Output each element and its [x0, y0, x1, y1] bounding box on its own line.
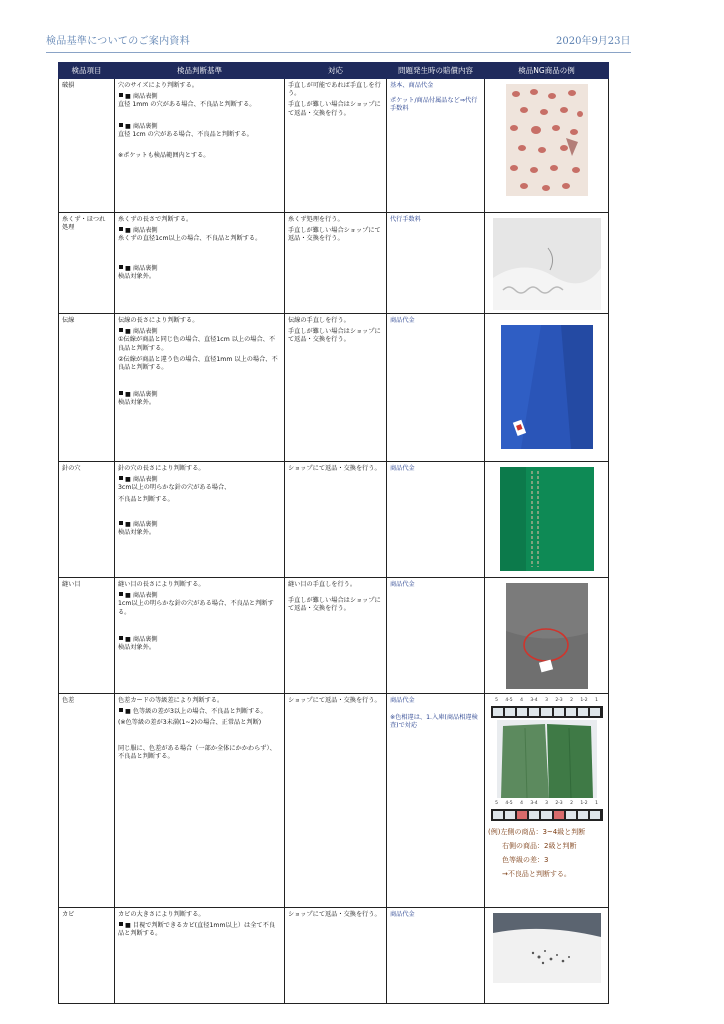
criteria-text: ■ 商品裏側 — [125, 264, 158, 272]
table-row — [59, 578, 609, 694]
column-header-item: 検品項目 — [59, 63, 115, 79]
criteria-text: ■ 商品表側 — [125, 328, 158, 336]
blue-fabric-run-photo — [501, 325, 593, 449]
criteria-line: ※ポケットも検品範囲内とする。 — [118, 152, 210, 160]
row-criteria — [115, 213, 285, 314]
row-example-image — [485, 694, 609, 908]
scale-label: 1-2 — [580, 801, 588, 807]
document-date: 2020年9月23日 — [556, 36, 631, 47]
bullet-square-icon — [119, 328, 123, 332]
header-divider — [46, 52, 631, 53]
scale-label: 4-5 — [505, 801, 513, 807]
table-row — [59, 462, 609, 578]
example-line: 右側の商品：2級と判断 — [502, 842, 577, 851]
criteria-line: ①伝線が商品と同じ色の場合、直径1cm 以上の場合、不良品と判断する。 — [118, 336, 276, 352]
action-line: 手直しが難しい場合はショップにて返品・交換を行う。 — [288, 597, 381, 613]
row-compensation — [387, 908, 485, 1004]
green-needle-holes-photo — [500, 467, 594, 571]
criteria-line: 穴のサイズにより判断する。 — [118, 82, 198, 89]
row-example-image — [485, 79, 609, 213]
row-item: 縫い目 — [59, 578, 115, 694]
bullet-square-icon — [119, 391, 123, 395]
table-row — [59, 79, 609, 213]
criteria-text: ■ 商品裏側 — [125, 122, 158, 130]
bullet-square-icon — [119, 476, 123, 480]
criteria-line — [118, 708, 281, 716]
row-action — [285, 79, 387, 213]
color-grade-scale-labels-lower — [491, 800, 603, 808]
action-line: ショップにて返品・交換を行う。 — [288, 697, 381, 704]
scale-label: 2 — [570, 698, 573, 703]
scale-label: 2-3 — [555, 801, 563, 807]
row-action — [285, 213, 387, 314]
criteria-line: 3cm以上の明らかな針の穴がある場合、 — [118, 484, 231, 492]
table-header-row — [59, 63, 609, 79]
table-row — [59, 694, 609, 908]
example-line: →不良品と判断する。 — [502, 870, 571, 879]
green-color-difference-photo — [497, 720, 597, 798]
criteria-line — [118, 123, 281, 131]
action-line: 手直しが難しい場合はショップにて返品・交換を行う。 — [288, 328, 381, 344]
scale-label: 1-2 — [580, 698, 588, 703]
scale-label: 4 — [520, 698, 523, 703]
criteria-text: ■ 商品表側 — [125, 476, 158, 484]
criteria-line: 同じ服に、色差がある場合（一部か全体にかかわらず）、不良品と判断する。 — [118, 744, 276, 760]
bullet-square-icon — [119, 521, 123, 525]
row-compensation — [387, 314, 485, 462]
criteria-line: 伝線の長さにより判断する。 — [118, 317, 199, 324]
column-header-criteria: 検品判断基準 — [115, 63, 285, 79]
action-line: ショップにて返品・交換を行う。 — [288, 465, 381, 472]
criteria-text: ■ 商品裏側 — [125, 635, 158, 643]
criteria-line: 検品対象外。 — [118, 529, 156, 537]
row-item: 色差 — [59, 694, 115, 908]
action-line: ショップにて返品・交換を行う。 — [288, 911, 381, 918]
scale-label: 1 — [595, 801, 598, 807]
compensation-line: ポケット/商品付属品など⇒代行手数料 — [390, 97, 478, 113]
column-header-compensation: 問題発生時の賠償内容 — [387, 63, 485, 79]
criteria-line — [118, 521, 281, 529]
bullet-square-icon — [119, 636, 123, 640]
scale-label: 3 — [545, 801, 548, 807]
scale-label: 2 — [570, 801, 573, 807]
criteria-text: ■ 商品裏側 — [125, 391, 158, 399]
row-compensation — [387, 694, 485, 908]
white-cuff-thread-photo — [493, 218, 601, 310]
row-compensation — [387, 79, 485, 213]
bullet-square-icon — [119, 592, 123, 596]
bullet-square-icon — [119, 708, 123, 712]
criteria-line: 検品対象外。 — [118, 272, 156, 280]
row-item: 破損 — [59, 79, 115, 213]
row-compensation — [387, 213, 485, 314]
criteria-line: 1cm以上の明らかな針の穴がある場合、不良品と判断する。 — [118, 600, 274, 616]
criteria-line: 直径 1mm の穴がある場合、不良品と判断する。 — [118, 101, 256, 109]
row-criteria — [115, 314, 285, 462]
column-header-action: 対応 — [285, 63, 387, 79]
compensation-line: 商品代金 — [390, 697, 415, 704]
criteria-text: ■ 商品表側 — [125, 227, 158, 235]
scale-label: 3-4 — [530, 801, 538, 807]
scale-label: 1 — [595, 698, 598, 703]
criteria-line: 検品対象外。 — [118, 399, 156, 407]
compensation-line: 商品代金 — [390, 317, 415, 324]
action-line: 糸くず処理を行う。 — [288, 216, 344, 223]
row-item: 針の穴 — [59, 462, 115, 578]
scale-label: 2-3 — [555, 698, 563, 703]
page-header — [0, 0, 724, 60]
column-header-example: 検品NG商品の例 — [485, 63, 609, 79]
row-example-image — [485, 314, 609, 462]
row-criteria — [115, 462, 285, 578]
action-line: 縫い目の手直しを行う。 — [288, 581, 357, 588]
compensation-line: ※色相違は、1.入庫(商品相違検査)で対応 — [390, 714, 478, 730]
criteria-text: ■ 商品表側 — [125, 93, 158, 101]
criteria-line: (※色等級の差が3未満(1~2)の場合、正常品と判断) — [118, 719, 262, 727]
row-criteria — [115, 694, 285, 908]
row-example-image — [485, 213, 609, 314]
criteria-line: 不良品と判断する。 — [118, 495, 174, 503]
criteria-text: ■ 色等級の差が3以上の場合、不良品と判断する。 — [125, 708, 267, 716]
action-line: 伝線の手直しを行う。 — [288, 317, 350, 324]
scale-label: 3 — [545, 698, 548, 703]
document-title: 検品基準についてのご案内資料 — [46, 36, 190, 47]
color-grade-card-lower — [491, 809, 603, 821]
row-compensation — [387, 462, 485, 578]
white-eyelet-lace-damage-photo — [506, 84, 588, 196]
criteria-line: 糸くずの直径1cm以上の場合、不良品と判断する。 — [118, 235, 262, 243]
row-action — [285, 694, 387, 908]
row-compensation — [387, 578, 485, 694]
bullet-square-icon — [119, 265, 123, 269]
criteria-line: 針の穴の長さにより判断する。 — [118, 465, 205, 472]
row-action — [285, 578, 387, 694]
inspection-criteria-table — [58, 62, 609, 1004]
compensation-line: 基本、商品代金 — [390, 82, 434, 89]
compensation-line: 代行手数料 — [390, 216, 421, 223]
row-action — [285, 462, 387, 578]
bullet-square-icon — [119, 227, 123, 231]
scale-label: 5 — [495, 801, 498, 807]
action-line: 手直しが難しい場合ショップにて返品・交換を行う。 — [288, 227, 381, 243]
color-grade-card — [491, 706, 603, 718]
row-example-image — [485, 578, 609, 694]
scale-label: 5 — [495, 698, 498, 703]
compensation-line: 商品代金 — [390, 465, 415, 472]
action-line: 手直しが難しい場合はショップにて返品・交換を行う。 — [288, 101, 381, 117]
bullet-square-icon — [119, 922, 123, 926]
criteria-line — [118, 636, 281, 644]
row-action — [285, 314, 387, 462]
criteria-line: 直径 1cm の穴がある場合、不良品と判断する。 — [118, 130, 253, 138]
color-difference-example — [488, 825, 605, 881]
row-criteria — [115, 578, 285, 694]
criteria-text: ■ 商品裏側 — [125, 520, 158, 528]
criteria-line: 検品対象外。 — [118, 644, 156, 652]
color-grade-scale-labels — [491, 697, 603, 705]
row-item: カビ — [59, 908, 115, 1004]
scale-label: 3-4 — [530, 698, 538, 703]
row-example-image — [485, 462, 609, 578]
criteria-text: ■ 目視で判断できるカビ(直径1mm以上）は全て不良品と判断する。 — [118, 922, 275, 938]
table-row — [59, 314, 609, 462]
scale-label: 4-5 — [505, 698, 513, 703]
example-line: (例)左側の商品：3~4級と判断 — [488, 828, 586, 837]
row-criteria — [115, 79, 285, 213]
table-row — [59, 213, 609, 314]
compensation-line: 商品代金 — [390, 581, 415, 588]
bullet-square-icon — [119, 123, 123, 127]
criteria-line — [118, 265, 281, 273]
action-line: 手直しが可能であれば手直しを行う。 — [288, 82, 381, 98]
gray-seam-photo — [506, 583, 588, 689]
criteria-text: ■ 商品表側 — [125, 592, 158, 600]
example-line: 色等級の差：3 — [502, 856, 549, 865]
bullet-square-icon — [119, 93, 123, 97]
criteria-line: 縫い目の長さにより判断する。 — [118, 581, 205, 588]
criteria-line: ②伝線が商品と違う色の場合、直径1mm 以上の場合、不良品と判断する。 — [118, 355, 278, 372]
row-criteria — [115, 908, 285, 1004]
criteria-line: カビの大きさにより判断する。 — [118, 911, 205, 918]
row-item: 糸くず・ほつれ処理 — [59, 213, 115, 314]
row-example-image — [485, 908, 609, 1004]
criteria-line: 色差カードの等級差により判断する。 — [118, 697, 224, 704]
row-item: 伝線 — [59, 314, 115, 462]
criteria-line — [118, 922, 281, 938]
compensation-line: 商品代金 — [390, 911, 415, 918]
scale-label: 4 — [520, 801, 523, 807]
row-action — [285, 908, 387, 1004]
table-row — [59, 908, 609, 1004]
criteria-line: 糸くずの長さで判断する。 — [118, 216, 193, 223]
white-mold-stain-photo — [493, 913, 601, 983]
